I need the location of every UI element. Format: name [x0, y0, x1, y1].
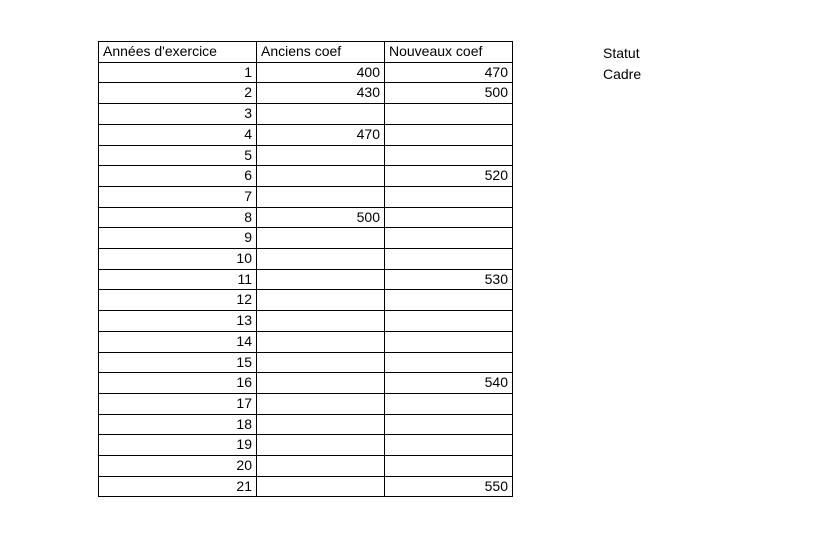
nouveaux-coef-cell[interactable]	[385, 352, 513, 373]
nouveaux-coef-cell[interactable]	[385, 104, 513, 125]
nouveaux-coef-cell[interactable]	[385, 393, 513, 414]
annee-cell[interactable]: 19	[99, 435, 257, 456]
anciens-coef-cell[interactable]	[257, 331, 385, 352]
annee-cell[interactable]: 18	[99, 414, 257, 435]
table-row	[99, 393, 513, 414]
anciens-coef-cell[interactable]	[257, 373, 385, 394]
table-row	[99, 476, 513, 497]
table-row	[99, 290, 513, 311]
header-annees[interactable]: Années d'exercice	[99, 42, 257, 63]
annee-cell[interactable]: 13	[99, 311, 257, 332]
annee-cell[interactable]: 2	[99, 83, 257, 104]
annee-cell[interactable]: 10	[99, 249, 257, 270]
nouveaux-coef-cell[interactable]: 540	[385, 373, 513, 394]
annee-cell[interactable]: 17	[99, 393, 257, 414]
header-anciens-coef[interactable]: Anciens coef	[257, 42, 385, 63]
annee-cell[interactable]: 12	[99, 290, 257, 311]
annee-cell[interactable]: 8	[99, 207, 257, 228]
nouveaux-coef-cell[interactable]: 500	[385, 83, 513, 104]
anciens-coef-cell[interactable]	[257, 290, 385, 311]
annee-cell[interactable]: 14	[99, 331, 257, 352]
table-row	[99, 62, 513, 83]
annee-cell[interactable]: 16	[99, 373, 257, 394]
table-row	[99, 145, 513, 166]
nouveaux-coef-cell[interactable]: 530	[385, 269, 513, 290]
table-row	[99, 414, 513, 435]
header-row	[99, 42, 513, 63]
annee-cell[interactable]: 1	[99, 62, 257, 83]
nouveaux-coef-cell[interactable]	[385, 186, 513, 207]
annee-cell[interactable]: 9	[99, 228, 257, 249]
table-row	[99, 166, 513, 187]
nouveaux-coef-cell[interactable]	[385, 249, 513, 270]
anciens-coef-cell[interactable]	[257, 104, 385, 125]
table-row	[99, 207, 513, 228]
annee-cell[interactable]: 20	[99, 456, 257, 477]
coefficients-table	[98, 41, 513, 497]
statut-label[interactable]: Statut	[603, 45, 640, 61]
annee-cell[interactable]: 6	[99, 166, 257, 187]
table-row	[99, 104, 513, 125]
anciens-coef-cell[interactable]: 470	[257, 124, 385, 145]
table-row	[99, 228, 513, 249]
nouveaux-coef-cell[interactable]	[385, 228, 513, 249]
anciens-coef-cell[interactable]	[257, 393, 385, 414]
nouveaux-coef-cell[interactable]: 470	[385, 62, 513, 83]
anciens-coef-cell[interactable]	[257, 145, 385, 166]
nouveaux-coef-cell[interactable]	[385, 311, 513, 332]
anciens-coef-cell[interactable]	[257, 249, 385, 270]
nouveaux-coef-cell[interactable]	[385, 207, 513, 228]
table-row	[99, 186, 513, 207]
nouveaux-coef-cell[interactable]: 520	[385, 166, 513, 187]
annee-cell[interactable]: 11	[99, 269, 257, 290]
annee-cell[interactable]: 7	[99, 186, 257, 207]
anciens-coef-cell[interactable]	[257, 435, 385, 456]
anciens-coef-cell[interactable]	[257, 166, 385, 187]
table-body	[99, 62, 513, 497]
table-row	[99, 456, 513, 477]
nouveaux-coef-cell[interactable]	[385, 414, 513, 435]
anciens-coef-cell[interactable]	[257, 352, 385, 373]
nouveaux-coef-cell[interactable]	[385, 456, 513, 477]
table-row	[99, 352, 513, 373]
annee-cell[interactable]: 15	[99, 352, 257, 373]
anciens-coef-cell[interactable]: 430	[257, 83, 385, 104]
table-row	[99, 269, 513, 290]
header-nouveaux-coef[interactable]: Nouveaux coef	[385, 42, 513, 63]
nouveaux-coef-cell[interactable]	[385, 124, 513, 145]
anciens-coef-cell[interactable]	[257, 476, 385, 497]
anciens-coef-cell[interactable]	[257, 269, 385, 290]
annee-cell[interactable]: 4	[99, 124, 257, 145]
nouveaux-coef-cell[interactable]	[385, 145, 513, 166]
anciens-coef-cell[interactable]	[257, 228, 385, 249]
annee-cell[interactable]: 5	[99, 145, 257, 166]
nouveaux-coef-cell[interactable]	[385, 290, 513, 311]
nouveaux-coef-cell[interactable]	[385, 331, 513, 352]
annee-cell[interactable]: 3	[99, 104, 257, 125]
table-row	[99, 83, 513, 104]
table-row	[99, 373, 513, 394]
anciens-coef-cell[interactable]	[257, 456, 385, 477]
anciens-coef-cell[interactable]: 400	[257, 62, 385, 83]
table-row	[99, 249, 513, 270]
nouveaux-coef-cell[interactable]: 550	[385, 476, 513, 497]
annee-cell[interactable]: 21	[99, 476, 257, 497]
nouveaux-coef-cell[interactable]	[385, 435, 513, 456]
table-row	[99, 435, 513, 456]
anciens-coef-cell[interactable]	[257, 414, 385, 435]
table-row	[99, 124, 513, 145]
anciens-coef-cell[interactable]	[257, 186, 385, 207]
table-row	[99, 331, 513, 352]
statut-value[interactable]: Cadre	[603, 66, 642, 82]
anciens-coef-cell[interactable]: 500	[257, 207, 385, 228]
table-row	[99, 311, 513, 332]
anciens-coef-cell[interactable]	[257, 311, 385, 332]
